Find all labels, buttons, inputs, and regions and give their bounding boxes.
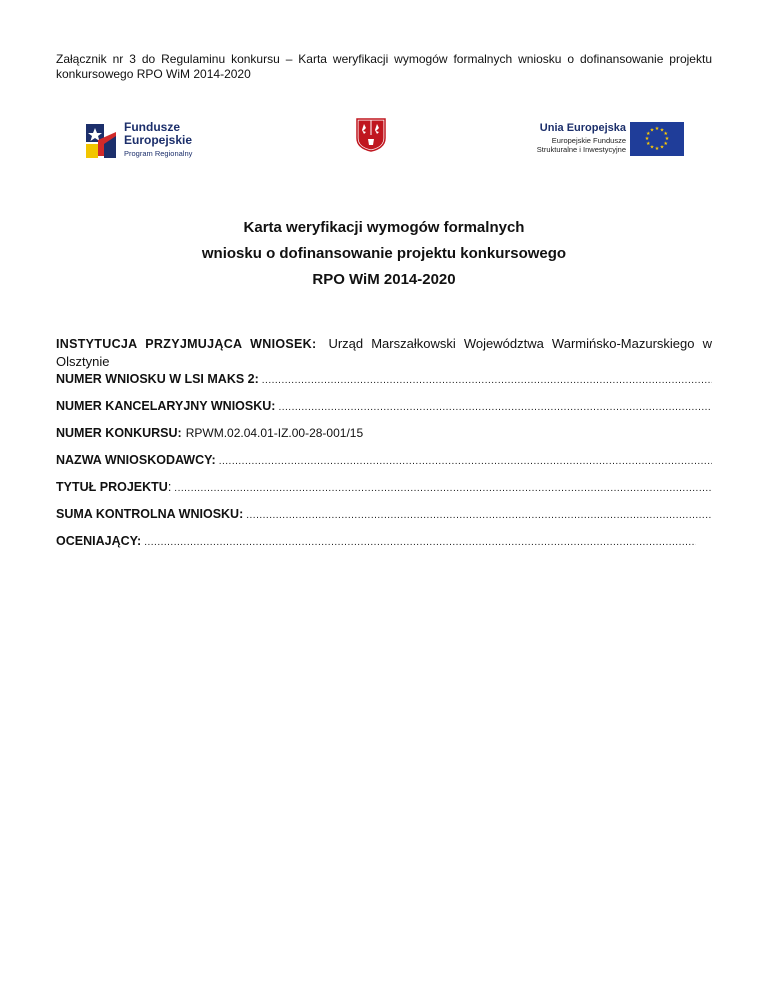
ue-logo-line3: Strukturalne i Inwestycyjne [536,145,626,154]
eu-flag-icon [630,122,684,156]
svg-text:★: ★ [663,141,668,147]
fe-star-icon [84,120,118,160]
fe-logo-line3: Program Regionalny [124,149,193,158]
title-line2: wniosku o dofinansowanie projektu konkursowego [201,245,567,262]
applicant-field[interactable] [219,456,712,467]
contest-number-row [56,426,712,440]
ue-logo-line2: Europejskie Fundusze [551,136,626,145]
title-line1: Karta weryfikacji wymogów formalnych [243,219,525,236]
svg-text:★: ★ [654,146,660,152]
institution-value: Urząd Marszałkowski Województwa Warmińsko-Mazurskiego w Olsztynie [56,336,712,369]
svg-text:★: ★ [663,131,668,137]
svg-text:★: ★ [644,136,650,142]
contest-number-value: RPWM.02.04.01-IZ.00-28-001/15 [185,426,364,440]
applicant-row [56,453,712,467]
svg-text:★: ★ [659,127,665,134]
checksum-field[interactable] [246,510,712,521]
svg-text:★: ★ [649,144,655,151]
project-title-field[interactable] [174,483,712,494]
checksum-label: SUMA KONTROLNA WNIOSKU: [56,507,244,521]
fe-logo-line1: Fundusze [124,120,180,134]
project-title-colon: : [167,480,172,494]
warmia-masuria-crest-icon [356,118,386,152]
lsi-number-row [56,372,712,386]
lsi-number-field[interactable] [262,375,712,386]
office-number-label: NUMER KANCELARYJNY WNIOSKU: [56,399,276,413]
project-title-label: TYTUŁ PROJEKTU [56,480,168,494]
svg-text:★: ★ [646,141,651,147]
institution-row [56,335,712,371]
lsi-number-label: NUMER WNIOSKU W LSI MAKS 2: [56,372,259,386]
project-title-row [56,480,712,494]
evaluator-label: OCENIAJĄCY: [56,534,142,548]
svg-text:★: ★ [646,131,651,137]
evaluator-row [56,534,696,548]
header-note: Załącznik nr 3 do Regulaminu konkursu – Karta weryfikacji wymogów formalnych wniosku o dofinansowanie projektu konkursowego RPO WiM 2014-2020 [56,52,712,81]
fe-logo-line2: Europejskie [124,133,193,147]
applicant-label: NAZWA WNIOSKODAWCY: [56,453,216,467]
svg-text:★: ★ [649,127,655,134]
ue-logo-line1: Unia Europejska [539,122,626,134]
document-title [0,215,768,293]
office-number-field[interactable] [278,402,712,413]
contest-number-label: NUMER KONKURSU: [56,426,182,440]
institution-label: INSTYTUCJA PRZYJMUJĄCA WNIOSEK: [56,337,317,351]
svg-text:★: ★ [659,144,665,151]
evaluator-field[interactable] [144,537,696,548]
unia-europejska-logo [512,122,684,156]
verification-form [56,335,712,548]
title-line3: RPO WiM 2014-2020 [312,271,456,288]
fundusze-europejskie-logo [84,120,204,162]
svg-text:★: ★ [664,136,670,142]
office-number-row [56,399,712,413]
checksum-row [56,507,712,521]
svg-text:★: ★ [654,126,660,132]
